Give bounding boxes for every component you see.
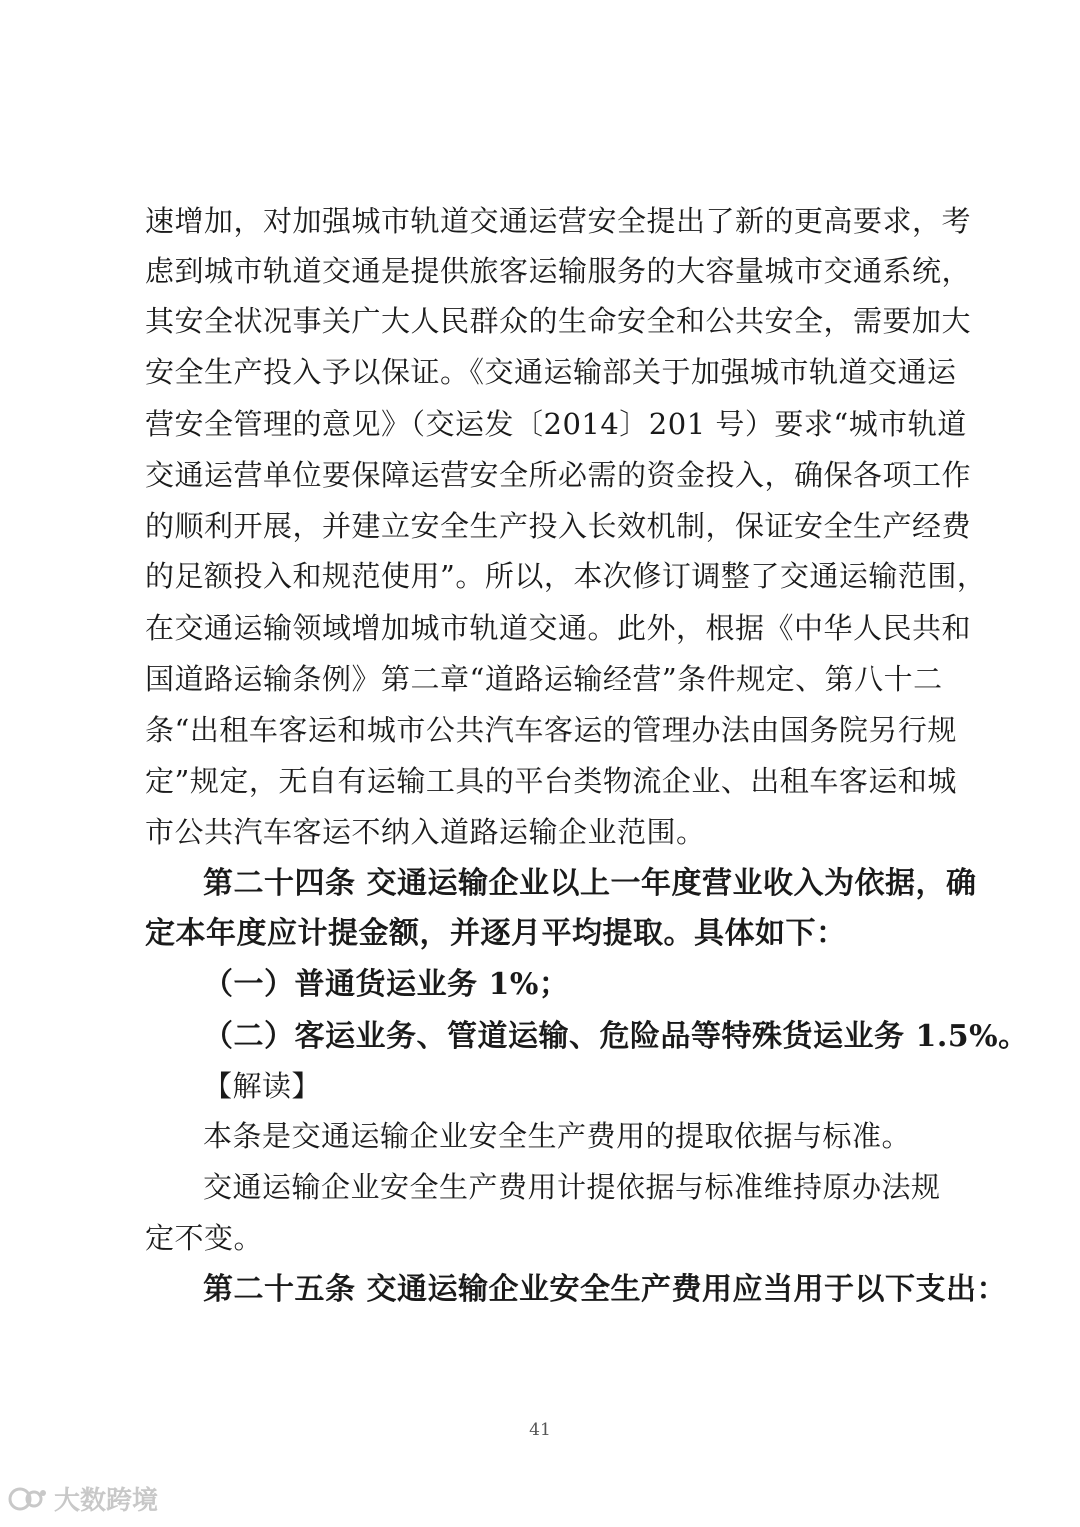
body-line-13: 市公共汽车客运不纳入道路运输企业范围。: [145, 815, 706, 849]
body-line-11: 条“出租车客运和城市公共汽车客运的管理办法由国务院另行规: [145, 713, 957, 747]
body-line-4: 安全生产投入予以保证。《交通运输部关于加强城市轨道交通运: [145, 355, 957, 389]
brand-logo-icon: [8, 1484, 48, 1514]
interpretation-paragraph-1: 本条是交通运输企业安全生产费用的提取依据与标准。: [203, 1119, 912, 1153]
body-line-9: 在交通运输领域增加城市轨道交通。此外，根据《中华人民共和: [145, 611, 972, 645]
body-line-7: 的顺利开展，并建立安全生产投入长效机制，保证安全生产经费: [145, 509, 972, 543]
body-line-2: 虑到城市轨道交通是提供旅客运输服务的大容量城市交通系统，: [145, 254, 972, 288]
body-line-6: 交通运营单位要保障运营安全所必需的资金投入，确保各项工作: [145, 458, 972, 492]
interpretation-paragraph-2-line-2: 定不变。: [145, 1221, 264, 1255]
body-line-1: 速增加，对加强城市轨道交通运营安全提出了新的更高要求，考: [145, 204, 972, 238]
article-24-line-2: 定本年度应计提金额，并逐月平均提取。具体如下：: [145, 916, 847, 951]
article-24-item-2: （二）客运业务、管道运输、危险品等特殊货运业务 1.5%。: [203, 1019, 1029, 1054]
watermark: [8, 1480, 158, 1517]
body-line-5: 营安全管理的意见》（交运发〔2014〕201 号）要求“城市轨道: [145, 407, 967, 441]
interpretation-paragraph-2-line-1: 交通运输企业安全生产费用计提依据与标准维持原办法规: [203, 1170, 941, 1204]
page-number: 41: [529, 1420, 551, 1440]
body-line-3: 其安全状况事关广大人民群众的生命安全和公共安全，需要加大: [145, 304, 972, 338]
body-line-8: 的足额投入和规范使用”。所以，本次修订调整了交通运输范围，: [145, 559, 987, 593]
article-24-item-1: （一）普通货运业务 1%；: [203, 967, 570, 1002]
article-25-heading: 第二十五条 交通运输企业安全生产费用应当用于以下支出：: [203, 1272, 1007, 1307]
body-line-12: 定”规定，无自有运输工具的平台类物流企业、出租车客运和城: [145, 764, 957, 798]
watermark-text: 大数跨境: [54, 1486, 159, 1516]
article-24-line-1: 第二十四条 交通运输企业以上一年度营业收入为依据，确: [203, 866, 977, 901]
interpretation-heading: 【解读】: [203, 1069, 322, 1103]
body-line-10: 国道路运输条例》第二章“道路运输经营”条件规定、第八十二: [145, 662, 943, 696]
